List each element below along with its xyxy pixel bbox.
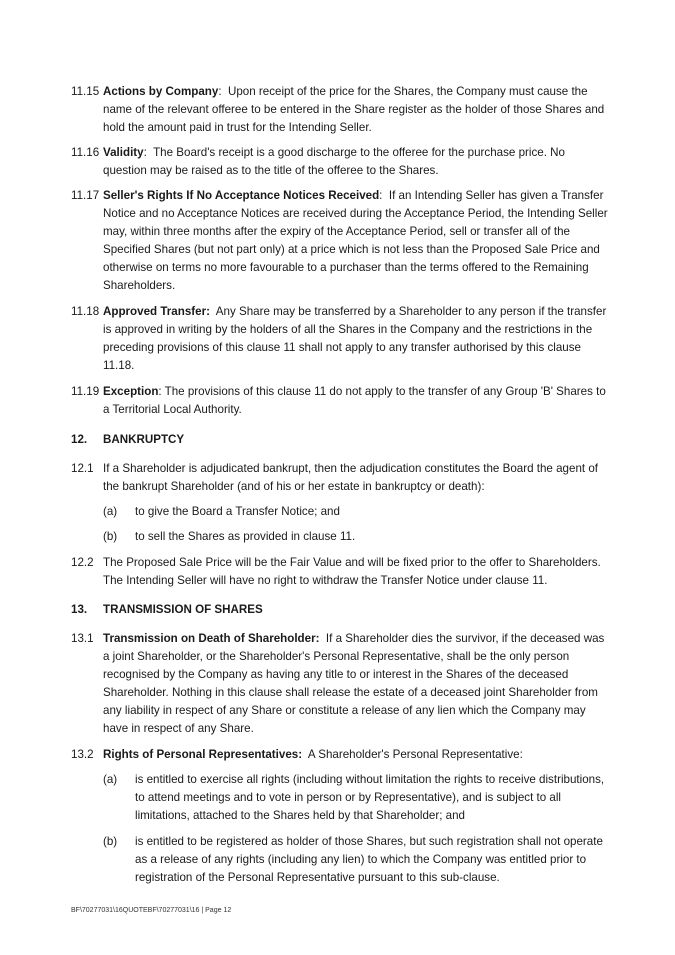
clause-11-18	[71, 303, 611, 375]
section-title: TRANSMISSION OF SHARES	[103, 603, 263, 616]
subclause-label: (b)	[103, 530, 118, 543]
clause-number: 11.16	[71, 146, 100, 159]
subclause-12-1-b	[103, 528, 611, 546]
subclause-label: (a)	[103, 505, 118, 518]
clause-13-2	[71, 746, 611, 764]
subclause-label: (a)	[103, 773, 118, 786]
clause-text: The Proposed Sale Price will be the Fair Value and will be fixed prior to the offer to Shareholders. The Intending Seller will have no right to withdraw the Transfer Notice under clause 11.	[103, 556, 601, 587]
subclause-13-2-b	[103, 833, 611, 887]
clause-text: If a Shareholder dies the survivor, if the deceased was a joint Shareholder, or the Shareholder's Personal Representative, shall be the only person recognised by the Company as having any title to or interest in the Shares of the deceased Shareholder. Nothing in this clause shall release the estate of a deceased joint Shareholder from any liability in respect of any Share or constitute a release of any lien which the Company may have in respect of any Share.	[103, 632, 605, 735]
clause-number: 13.2	[71, 748, 94, 761]
clause-number: 11.18	[71, 305, 100, 318]
clause-text: Upon receipt of the price for the Shares, the Company must cause the name of the relevant offeree to be entered in the Share register as the holder of those Shares and hold the amount paid in trust for the Intending Seller.	[103, 85, 605, 134]
subclause-12-1-a	[103, 503, 611, 521]
clause-11-19	[71, 383, 611, 419]
clause-body	[103, 83, 611, 137]
clause-body	[103, 144, 611, 180]
section-number: 13.	[71, 603, 88, 616]
clause-11-17	[71, 187, 611, 295]
clause-text: Any Share may be transferred by a Shareholder to any person if the transfer is approved in writing by the holders of all the Shares in the Company and the restrictions in the preceding provisions of this clause 11 shall not apply to any transfer authorised by this clause 11.18.	[103, 305, 607, 372]
clause-title: Approved Transfer:	[103, 305, 210, 318]
clause-number: 11.15	[71, 85, 100, 98]
section-title: BANKRUPTCY	[103, 433, 185, 446]
clause-title: Exception	[103, 385, 159, 398]
clause-12-2	[71, 554, 611, 590]
clause-title: Actions by Company	[103, 85, 219, 98]
clause-number: 12.2	[71, 556, 94, 569]
clause-title: Validity	[103, 146, 144, 159]
title-separator: :	[218, 85, 228, 98]
clause-11-16	[71, 144, 611, 180]
subclause-13-2-a	[103, 771, 611, 825]
subclause-text: to sell the Shares as provided in clause 11.	[135, 530, 356, 543]
subclause-text: to give the Board a Transfer Notice; and	[135, 505, 340, 518]
clause-11-15	[71, 83, 611, 137]
clause-title: Transmission on Death of Shareholder:	[103, 632, 320, 645]
page-footer: BF\70277031\16QUOTEBF\70277031\16 | Page 12	[71, 907, 232, 914]
clause-text: The provisions of this clause 11 do not apply to the transfer of any Group 'B' Shares to a Territorial Local Authority.	[103, 385, 606, 416]
clause-body	[103, 383, 611, 419]
title-separator: :	[379, 189, 389, 202]
clause-number: 11.19	[71, 385, 100, 398]
clause-number: 11.17	[71, 189, 100, 202]
clause-text: The Board's receipt is a good discharge to the offeree for the purchase price. No question may be raised as to the title of the offeree to the Shares.	[103, 146, 565, 177]
clause-13-1	[71, 630, 611, 738]
clause-12-1	[71, 460, 611, 496]
clause-body	[103, 746, 611, 764]
clause-text: If a Shareholder is adjudicated bankrupt, then the adjudication constitutes the Board the agent of the bankrupt Shareholder (and of his or her estate in bankruptcy or death):	[103, 462, 599, 493]
clause-text: If an Intending Seller has given a Transfer Notice and no Acceptance Notices are received during the Acceptance Period, the Intending Seller may, within three months after the expiry of the Acceptance Period, sell or transfer all of the Specified Shares (but not part only) at a price which is not less than the Proposed Sale Price and otherwise on terms no more favourable to a purchaser than the terms offered to the Remaining Shareholders.	[103, 189, 608, 292]
title-separator: :	[158, 385, 165, 398]
clause-text: A Shareholder's Personal Representative:	[307, 748, 523, 761]
clause-number: 13.1	[71, 632, 94, 645]
clause-body	[103, 187, 611, 295]
title-separator: :	[143, 146, 154, 159]
clause-title: Rights of Personal Representatives:	[103, 748, 303, 761]
subclause-label: (b)	[103, 835, 118, 848]
clause-title: Seller's Rights If No Acceptance Notices Received	[103, 189, 380, 202]
clause-body	[103, 303, 611, 375]
subclause-text: is entitled to exercise all rights (including without limitation the rights to receive distributions, to attend meetings and to vote in person or by Representative), and is subject to all limitations, attached to the Shares held by that Shareholder; and	[135, 773, 605, 822]
section-number: 12.	[71, 433, 88, 446]
subclause-text: is entitled to be registered as holder of those Shares, but such registration shall not operate as a release of any rights (including any lien) to which the Company was entitled prior to registration of the Personal Representative pursuant to this sub-clause.	[135, 835, 603, 884]
clause-number: 12.1	[71, 462, 94, 475]
clause-body	[103, 630, 611, 738]
